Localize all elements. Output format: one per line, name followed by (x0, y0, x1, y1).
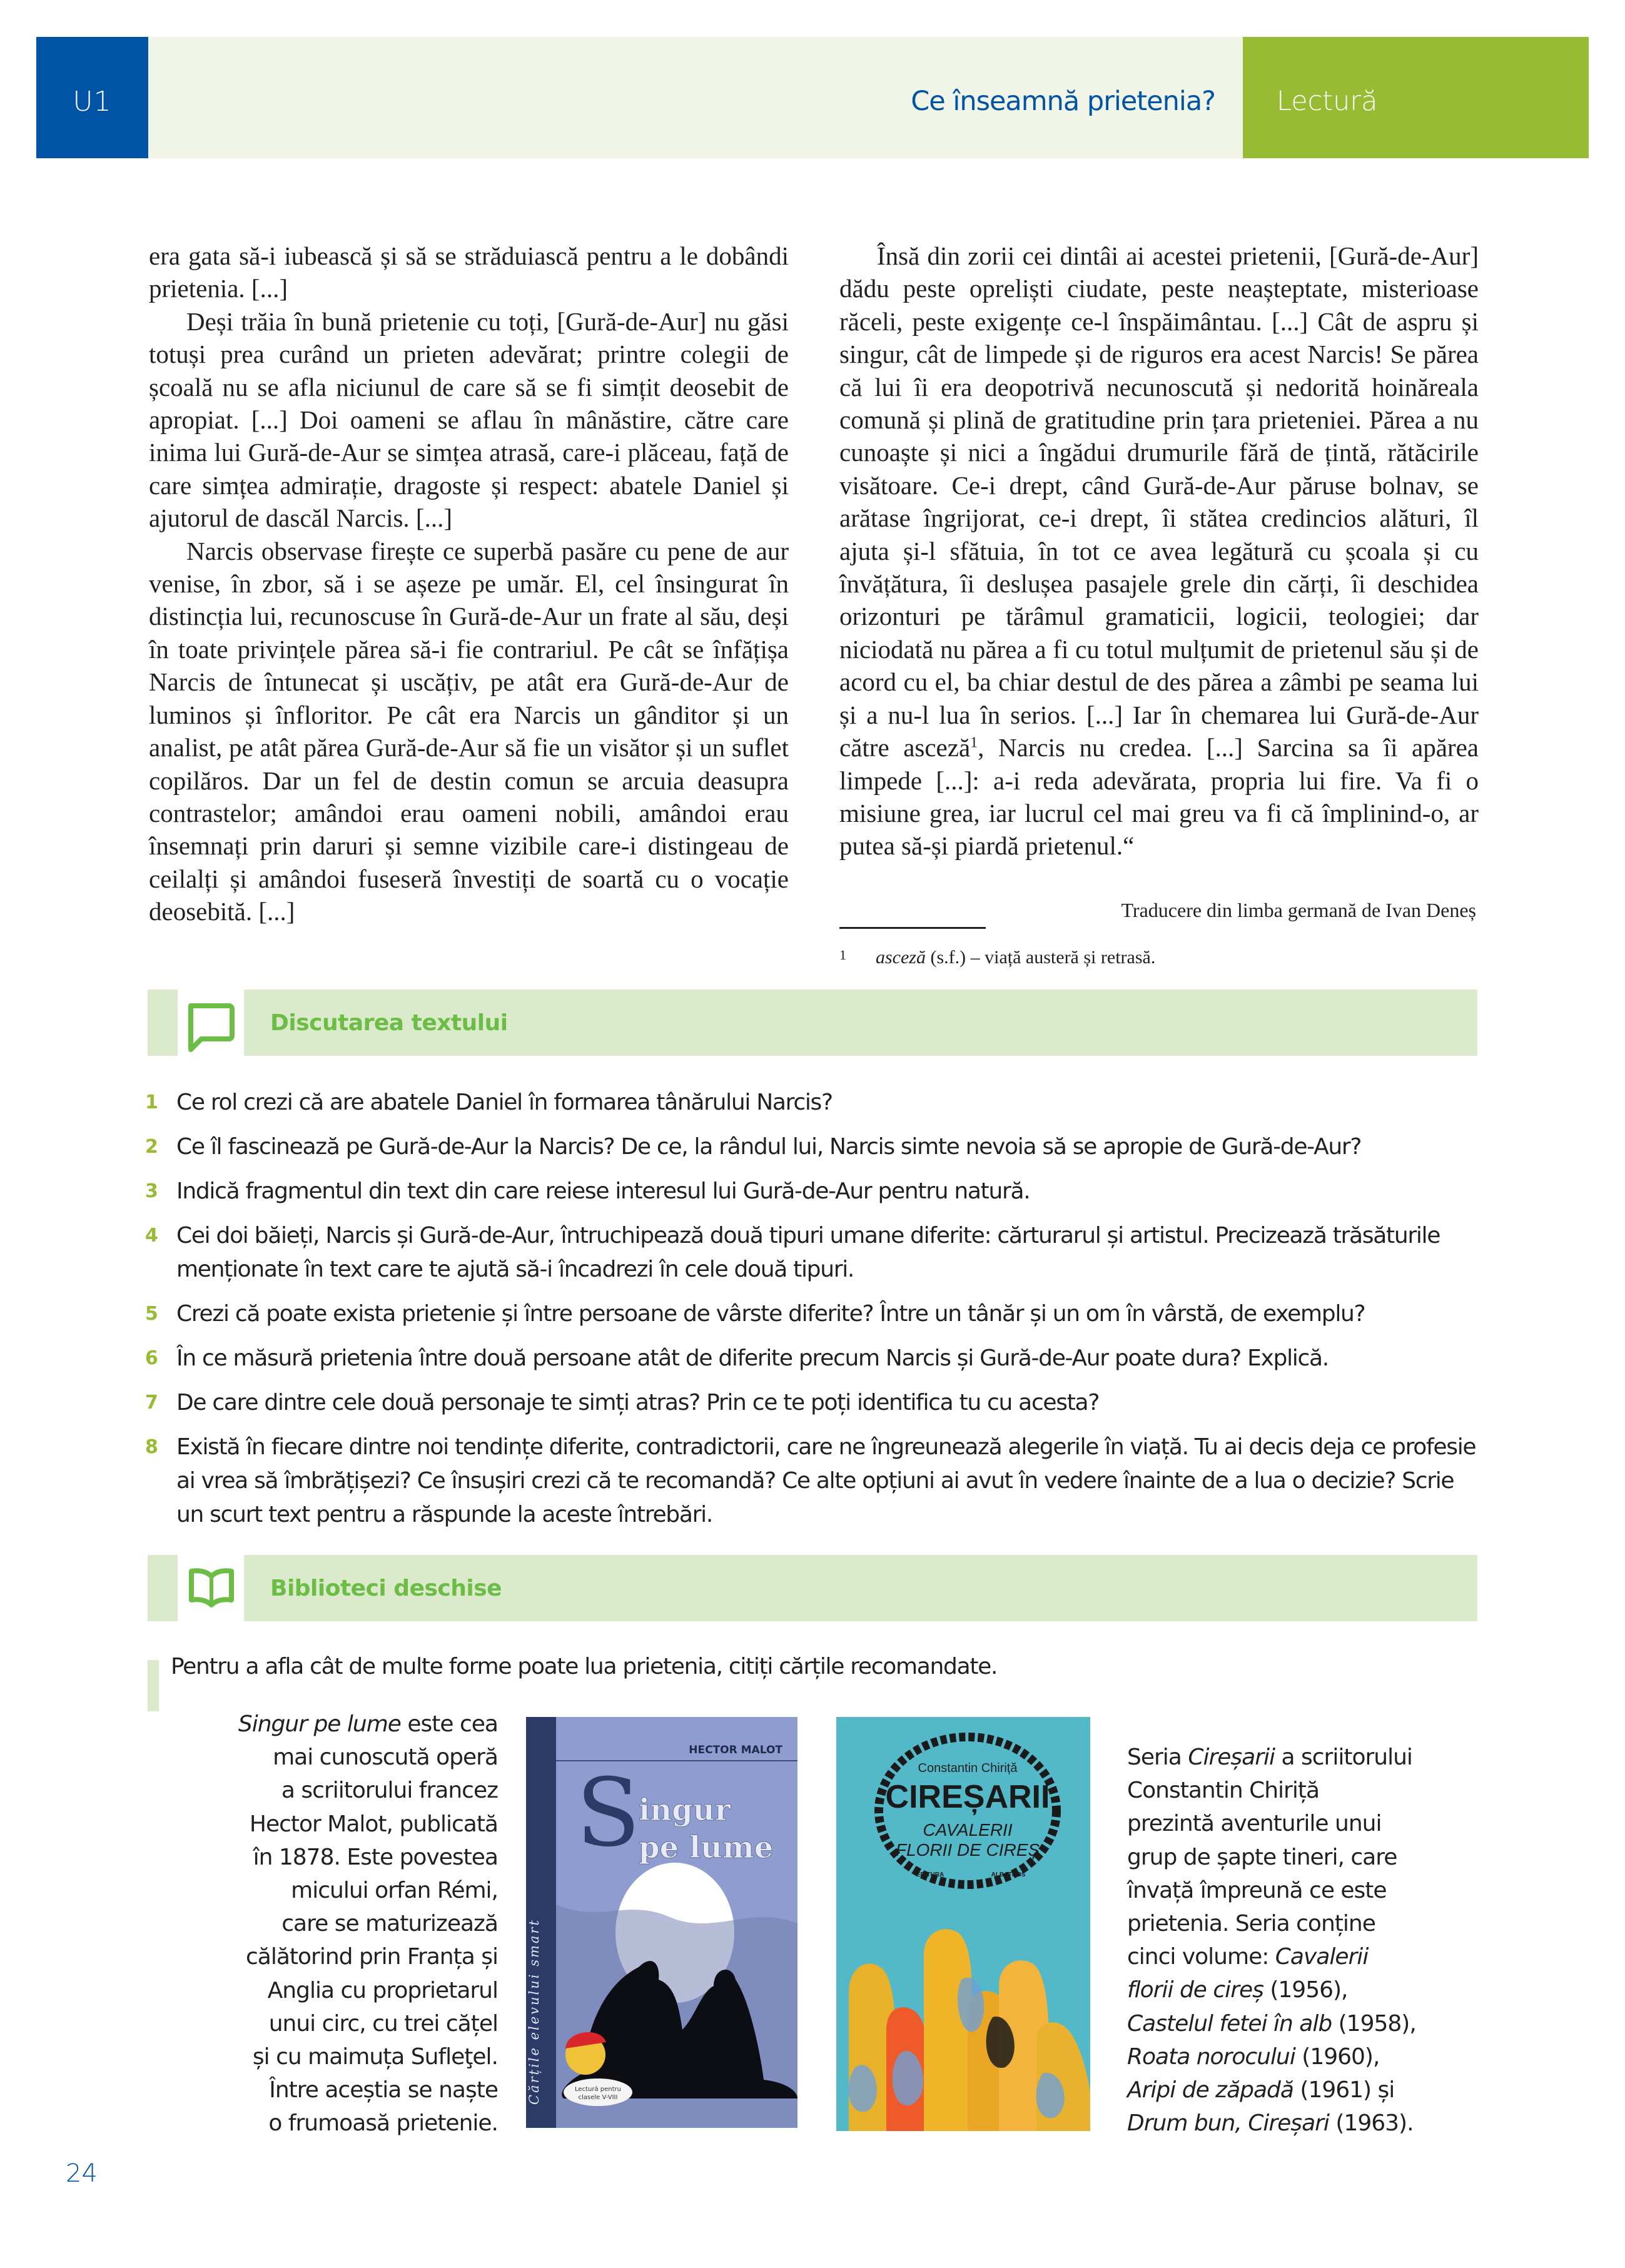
description-line (1127, 1741, 1477, 1774)
question-number: 5 (145, 1303, 158, 1325)
description-text: Hector Malot, publicată (249, 1811, 498, 1837)
question-list (145, 1086, 1484, 1542)
intro-accent (148, 1660, 159, 1711)
description-line (1127, 1874, 1477, 1907)
page-number: 24 (66, 2159, 98, 2188)
question-text: Indică fragmentul din text din care reiese interesul lui Gură-de-Aur pentru natură. (176, 1178, 1030, 1204)
book-description-ciresarii (1127, 1741, 1477, 2140)
description-line (213, 1774, 498, 1807)
description-text: este cea (400, 1711, 498, 1737)
question-item (145, 1386, 1484, 1420)
library-title: Biblioteci deschise (270, 1575, 502, 1601)
question-text: Cei doi băieți, Narcis și Gură-de-Aur, întruchipează două tipuri umane diferite: cărturarul și artistul. Precizează trăsăturile menționate în text care te ajută să-i încadrezi în cele două tipuri. (176, 1223, 1440, 1282)
description-line (1127, 1973, 1477, 2007)
question-number: 1 (145, 1091, 158, 1113)
description-line (1127, 2107, 1477, 2140)
description-line (213, 1974, 498, 2007)
description-text: mai cunoscută operă (273, 1744, 498, 1771)
footnote-marker[interactable]: 1 (970, 734, 978, 751)
question-text: În ce măsură prietenia între două persoane atât de diferite precum Narcis și Gură-de-Aur poate dura? Explică. (176, 1345, 1329, 1371)
description-text: a scriitorului (1275, 1744, 1412, 1770)
book-title-italic: Cireșarii (1188, 1744, 1275, 1770)
description-text: Seria (1127, 1744, 1188, 1770)
cover-badge-line1: Lectură pentru (575, 2086, 621, 2093)
footnote-definition: (s.f.) – viață austeră și retrasă. (925, 947, 1156, 968)
book-title-italic: Drum bun, Cireșari (1127, 2110, 1329, 2137)
description-text: în 1878. Este povestea (253, 1844, 498, 1870)
description-text: (1963). (1329, 2110, 1414, 2137)
question-number: 3 (145, 1180, 158, 1202)
cover-publisher-left: EDITURA (916, 1871, 944, 1878)
cover-badge-line2: clasele V-VIII (578, 2094, 618, 2101)
question-text: Crezi că poate exista prietenie și între persoane de vârste diferite? Între un tânăr și un om în vârstă, de exemplu? (176, 1301, 1365, 1327)
cover-author: HECTOR MALOT (689, 1744, 782, 1756)
description-text: (1958), (1332, 2010, 1416, 2037)
book-title-italic: Roata norocului (1127, 2043, 1295, 2070)
discussion-title: Discutarea textului (270, 1010, 508, 1036)
question-number: 8 (145, 1436, 158, 1458)
question-item (145, 1086, 1484, 1120)
book-cover-singur-pe-lume[interactable] (526, 1717, 797, 2128)
description-line (213, 1940, 498, 1973)
reading-column-left (149, 240, 789, 928)
banner-accent (148, 1555, 178, 1621)
question-number: 2 (145, 1136, 158, 1158)
cover-title-initial: S (576, 1759, 640, 1868)
cover-subtitle-line2: FLORII DE CIREȘ (895, 1840, 1040, 1860)
footnote-divider (839, 927, 986, 929)
description-line (1127, 1940, 1477, 1973)
cover-spine-series: Cărțile elevului smart (527, 1918, 542, 2105)
description-text: prietenia. Seria conține (1127, 1911, 1375, 1937)
section-label: Lectură (1277, 86, 1378, 117)
paragraph-text: Însă din zorii cei dintâi ai acestei prietenii, [Gură-de-Aur] dădu peste opreliști ciudate, peste neașteptate, misterioase răceli, peste exigențe ce-l înspăimântau. [...] Cât de aspru și singur, cât de limpede și de riguros era acest Narcis! Se părea că lui îi era deopotrivă necunoscută și nedorită hoinăreala comună și plină de gratitudine prin țara prieteniei. Părea a nu cunoaște și nici a îngădui drumurile fără de țintă, rătăcirile visătoare. Ce-i drept, când Gură-de-Aur păruse bolnav, se arătase îngrijorat, ce-i drept, îi stătea credincios alături, îl ajuta și-l sfătuia, în tot ce avea legătură cu școala și cu învățătura, îi deslușea pasajele grele din cărți, îi deschidea orizonturi pe tărâmul gramaticii, logicii, teologiei; dar niciodată nu părea a fi cu totul mulțumit de prietenul său și de acord cu el, ba chiar destul de des părea a zâmbi pe seama lui și a nu-l lua în serios. [...] Iar în chemarea lui Gură-de-Aur către asceză (839, 241, 1479, 762)
description-line (1127, 2007, 1477, 2040)
description-text: micului orfan Rémi, (291, 1878, 498, 1904)
paragraph (839, 240, 1479, 863)
banner-accent (148, 990, 178, 1056)
description-line (1127, 1907, 1477, 1940)
description-text: (1956), (1263, 1977, 1348, 2003)
description-line (213, 2007, 498, 2040)
book-title-italic: Cavalerii (1275, 1944, 1369, 1970)
question-number: 6 (145, 1347, 158, 1369)
description-line (1127, 2040, 1477, 2073)
library-intro: Pentru a afla cât de multe forme poate lua prietenia, citiți cărțile recomandate. (171, 1654, 998, 1679)
cover-subtitle-line1: CAVALERII (923, 1820, 1013, 1840)
description-text: (1960), (1295, 2043, 1380, 2070)
paragraph: Narcis observase firește ce superbă pasăre cu pene de aur venise, în zbor, să i se așeze pe umăr. El, cel însingurat în distincția lui, recunoscuse în Gură-de-Aur un frate al său, deși în toate privințele părea să-i fie contrariul. Pe cât se înfățișa Narcis de întunecat și uscățiv, pe atât era Gură-de-Aur de luminos și înfloritor. Pe cât era Narcis un gânditor și un analist, pe atât părea Gură-de-Aur să fie un visător și un suflet copilăros. Dar un fel de destin comun se arcuia deasupra contrastelor; amândoi erau oameni nobili, amândoi erau însemnați prin daruri și semne vizibile care-i distingeau de ceilalți și amândoi fuseseră învestiți de soartă cu o vocație deosebită. [...] (149, 536, 789, 926)
description-text: care se maturizează (281, 1911, 498, 1937)
description-text: cinci volume: (1127, 1944, 1275, 1970)
description-text: și cu maimuța Sufleţel. (252, 2044, 498, 2070)
footnote-number: 1 (839, 947, 846, 963)
description-line (1127, 1807, 1477, 1840)
speech-bubble-icon (185, 1003, 238, 1052)
chapter-title: Ce înseamnă prietenia? (911, 86, 1215, 117)
question-item (145, 1219, 1484, 1287)
question-item (145, 1297, 1484, 1331)
question-text: Ce rol crezi că are abatele Daniel în formarea tânărului Narcis? (176, 1090, 833, 1115)
question-item (145, 1342, 1484, 1375)
description-text: unui circ, cu trei cățel (268, 2010, 498, 2037)
description-line (213, 1841, 498, 1874)
description-text: învață împreună ce este (1127, 1877, 1387, 1903)
description-line (213, 2073, 498, 2107)
description-text: o frumoasă prietenie. (268, 2110, 498, 2137)
description-text: Constantin Chiriță (1127, 1778, 1320, 1804)
unit-label: U1 (73, 85, 112, 118)
question-number: 7 (145, 1392, 158, 1414)
book-title-italic: Singur pe lume (238, 1711, 401, 1737)
book-description-singur-pe-lume (213, 1708, 498, 2140)
description-line (1127, 1841, 1477, 1874)
description-line (213, 2040, 498, 2073)
description-line (213, 1808, 498, 1841)
paragraph: era gata să-i iubească și să se străduiască pentru a le dobândi prietenia. [...] (149, 241, 789, 303)
description-line (213, 1741, 498, 1774)
question-item (145, 1175, 1484, 1208)
question-item (145, 1130, 1484, 1164)
reading-column-right (839, 240, 1479, 863)
question-number: 4 (145, 1225, 158, 1247)
description-text: Între aceștia se naște (269, 2077, 498, 2103)
question-text: Ce îl fascinează pe Gură-de-Aur la Narcis? De ce, la rândul lui, Narcis simte nevoia să se apropie de Gură-de-Aur? (176, 1134, 1362, 1160)
cover-author: Constantin Chiriță (918, 1761, 1018, 1775)
cover-title: CIREȘARII (885, 1779, 1050, 1815)
description-line (1127, 1774, 1477, 1807)
footnote-term: asceză (876, 947, 926, 968)
description-text: călătorind prin Franța și (245, 1944, 498, 1970)
cover-title-line2: pe lume (639, 1830, 774, 1865)
book-title-italic: Castelul fetei în alb (1127, 2010, 1332, 2037)
description-line (1127, 2073, 1477, 2107)
description-line (213, 1708, 498, 1741)
description-text: a scriitorului francez (281, 1778, 498, 1804)
cover-publisher-right: ALBATROS (991, 1871, 1026, 1878)
description-text: prezintă aventurile unui (1127, 1811, 1382, 1837)
question-text: De care dintre cele două personaje te simți atras? Prin ce te poți identifica tu cu acesta? (176, 1390, 1100, 1415)
open-book-icon (185, 1567, 238, 1609)
description-text: (1961) și (1293, 2077, 1395, 2103)
description-line (213, 1874, 498, 1907)
book-cover-ciresarii[interactable] (836, 1717, 1090, 2131)
book-title-italic: Aripi de zăpadă (1127, 2077, 1293, 2103)
question-item (145, 1430, 1484, 1532)
description-line (213, 2107, 498, 2140)
cover-title-line1: ingur (639, 1793, 731, 1828)
paragraph: Deși trăia în bună prietenie cu toți, [Gură-de-Aur] nu găsi totuși prea curând un prieten adevărat; printre colegii de școală nu se afla niciunul de care să se fi simțit deosebit de apropiat. [...] Doi oameni se aflau în mânăstire, către care inima lui Gură-de-Aur se simțea atrasă, care-i plăceau, față de care simțea admirație, dragoste și respect: abatele Daniel și ajutorul de dascăl Narcis. [...] (149, 306, 789, 533)
paragraph-text: , Narcis nu credea. [...] Sarcina sa îi apărea limpede [...]: a-i reda adevărata, propria lui fire. Va fi o misiune grea, iar lucrul cel mai greu va fi că împlinind-o, ar putea să-și piardă prietenul.“ (839, 733, 1479, 861)
description-text: Anglia cu proprietarul (267, 1977, 498, 2003)
question-text: Există în fiecare dintre noi tendințe diferite, contradictorii, care ne îngreunează alegerile în viață. Tu ai decis deja ce profesie ai vrea să îmbrățișezi? Ce însușiri crezi că te recomandă? Ce alte opțiuni ai avut în vedere înainte de a lua o decizie? Scrie un scurt text pentru a răspunde la aceste întrebări. (176, 1434, 1476, 1527)
footnote (839, 947, 1155, 968)
description-text: grup de șapte tineri, care (1127, 1844, 1397, 1870)
book-title-italic: florii de cireș (1127, 1977, 1263, 2003)
description-line (213, 1907, 498, 1940)
translator-credit: Traducere din limba germană de Ivan Deneș (1121, 899, 1476, 921)
